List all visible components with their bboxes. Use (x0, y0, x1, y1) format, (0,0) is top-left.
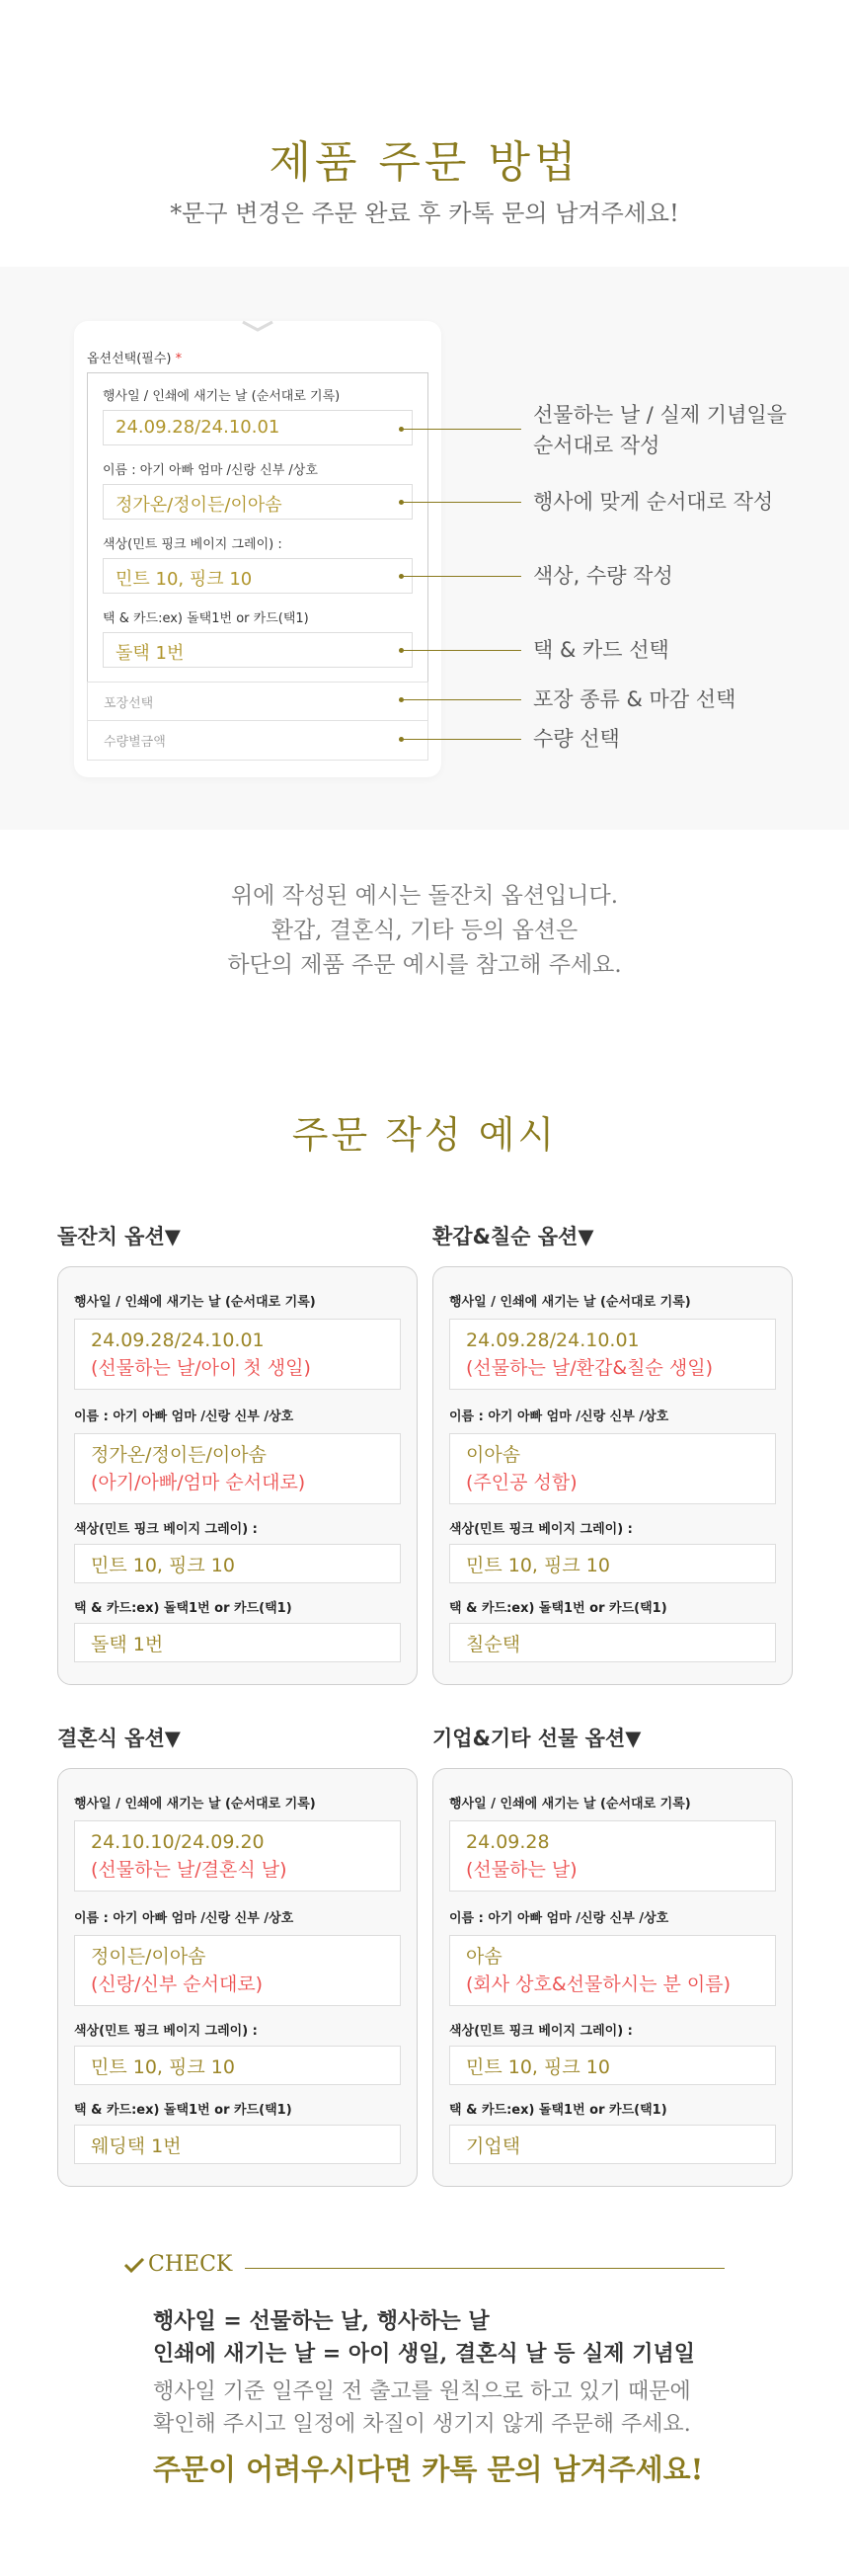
example-card (57, 1768, 418, 2187)
check-heading: CHECK (148, 2252, 233, 2277)
note-name: 행사에 맞게 순서대로 작성 (533, 490, 774, 514)
field-label-date: 행사일 / 인쇄에 새기는 날 (순서대로 기록) (103, 389, 341, 404)
note-date: 선물하는 날 / 실제 기념일을 순서대로 작성 (533, 403, 787, 457)
tag-input[interactable]: 웨딩택 1번 (74, 2125, 401, 2164)
leader-line (401, 502, 521, 503)
note-quantity: 수량 선택 (533, 727, 620, 751)
name-input[interactable]: 이아솜 (주인공 성함) (449, 1433, 776, 1504)
example-card (432, 1266, 793, 1685)
field-label-name: 이름 : 아기 아빠 엄마 /신랑 신부 /상호 (74, 1911, 294, 1926)
field-label-color: 색상(민트 핑크 베이지 그레이) : (103, 537, 282, 552)
name-input[interactable]: 정이든/이아솜 (신랑/신부 순서대로) (74, 1935, 401, 2006)
note-tag: 택 & 카드 선택 (533, 638, 669, 662)
color-input[interactable]: 민트 10, 핑크 10 (449, 1544, 776, 1583)
option-heading: 옵션선택(필수) * (87, 352, 183, 366)
field-label-date: 행사일 / 인쇄에 새기는 날 (순서대로 기록) (449, 1295, 691, 1310)
leader-line (401, 429, 521, 430)
name-input[interactable]: 정가온/정이든/이아솜 (103, 484, 413, 520)
example-card-title: 환갑&칠순 옵션▼ (432, 1225, 594, 1248)
leader-line (401, 739, 521, 740)
packaging-select[interactable]: 포장선택 (87, 682, 428, 721)
leader-line (401, 699, 521, 700)
check-line-3: 행사일 기준 일주일 전 출고를 원칙으로 하고 있기 때문에 (153, 2379, 691, 2404)
divider (245, 2268, 725, 2269)
field-label-name: 이름 : 아기 아빠 엄마 /신랑 신부 /상호 (449, 1911, 669, 1926)
date-input[interactable]: 24.09.28 (선물하는 날) (449, 1820, 776, 1892)
date-input[interactable]: 24.10.10/24.09.20 (선물하는 날/결혼식 날) (74, 1820, 401, 1892)
field-label-color: 색상(민트 핑크 베이지 그레이) : (449, 2024, 633, 2039)
check-line-4: 확인해 주시고 일정에 차질이 생기지 않게 주문해 주세요. (153, 2412, 691, 2437)
name-input[interactable]: 아솜 (회사 상호&선물하시는 분 이름) (449, 1935, 776, 2006)
example-card-title: 결혼식 옵션▼ (57, 1727, 181, 1750)
field-label-date: 행사일 / 인쇄에 새기는 날 (순서대로 기록) (74, 1797, 316, 1811)
leader-line (401, 576, 521, 577)
check-icon (123, 2256, 145, 2274)
field-label-name: 이름 : 아기 아빠 엄마 /신랑 신부 /상호 (103, 463, 318, 478)
field-label-tag: 택 & 카드:ex) 돌택1번 or 카드(택1) (103, 611, 309, 626)
example-card (432, 1768, 793, 2187)
tag-input[interactable]: 돌택 1번 (74, 1623, 401, 1662)
note-packaging: 포장 종류 & 마감 선택 (533, 687, 736, 711)
field-label-color: 색상(민트 핑크 베이지 그레이) : (449, 1522, 633, 1537)
color-input[interactable]: 민트 10, 핑크 10 (449, 2046, 776, 2085)
note-color: 색상, 수량 작성 (533, 564, 673, 588)
field-label-color: 색상(민트 핑크 베이지 그레이) : (74, 2024, 258, 2039)
tag-input[interactable]: 기업택 (449, 2125, 776, 2164)
field-label-name: 이름 : 아기 아빠 엄마 /신랑 신부 /상호 (449, 1409, 669, 1424)
field-label-tag: 택 & 카드:ex) 돌택1번 or 카드(택1) (74, 1601, 292, 1616)
color-input[interactable]: 민트 10, 핑크 10 (74, 1544, 401, 1583)
tag-input[interactable]: 칠순택 (449, 1623, 776, 1662)
field-label-tag: 택 & 카드:ex) 돌택1번 or 카드(택1) (449, 1601, 667, 1616)
chevron-down-icon (239, 316, 276, 336)
check-line-1: 행사일 = 선물하는 날, 행사하는 날 (153, 2308, 490, 2334)
field-label-name: 이름 : 아기 아빠 엄마 /신랑 신부 /상호 (74, 1409, 294, 1424)
quantity-select[interactable]: 수량별금액 (87, 721, 428, 761)
field-label-date: 행사일 / 인쇄에 새기는 날 (순서대로 기록) (449, 1797, 691, 1811)
check-final-message: 주문이 어려우시다면 카톡 문의 남겨주세요! (153, 2453, 704, 2486)
date-input[interactable]: 24.09.28/24.10.01 (103, 410, 413, 445)
date-input[interactable]: 24.09.28/24.10.01 (선물하는 날/아이 첫 생일) (74, 1319, 401, 1390)
color-input[interactable]: 민트 10, 핑크 10 (103, 558, 413, 594)
date-input[interactable]: 24.09.28/24.10.01 (선물하는 날/환갑&칠순 생일) (449, 1319, 776, 1390)
field-label-tag: 택 & 카드:ex) 돌택1번 or 카드(택1) (449, 2103, 667, 2118)
field-label-tag: 택 & 카드:ex) 돌택1번 or 카드(택1) (74, 2103, 292, 2118)
examples-title: 주문 작성 예시 (291, 1113, 558, 1157)
name-input[interactable]: 정가온/정이든/이아솜 (아기/아빠/엄마 순서대로) (74, 1433, 401, 1504)
check-line-2: 인쇄에 새기는 날 = 아이 생일, 결혼식 날 등 실제 기념일 (153, 2341, 695, 2367)
intro-text: 위에 작성된 예시는 돌잔치 옵션입니다. 환갑, 결혼식, 기타 등의 옵션은 하단의 제품 주문 예시를 참고해 주세요. (227, 883, 622, 978)
example-card (57, 1266, 418, 1685)
example-card-title: 돌잔치 옵션▼ (57, 1225, 181, 1248)
page-subtitle: *문구 변경은 주문 완료 후 카톡 문의 남겨주세요! (170, 200, 679, 227)
page-title: 제품 주문 방법 (269, 137, 580, 188)
example-card-title: 기업&기타 선물 옵션▼ (432, 1727, 642, 1750)
leader-line (401, 650, 521, 651)
color-input[interactable]: 민트 10, 핑크 10 (74, 2046, 401, 2085)
field-label-date: 행사일 / 인쇄에 새기는 날 (순서대로 기록) (74, 1295, 316, 1310)
field-label-color: 색상(민트 핑크 베이지 그레이) : (74, 1522, 258, 1537)
tag-input[interactable]: 돌택 1번 (103, 632, 413, 668)
